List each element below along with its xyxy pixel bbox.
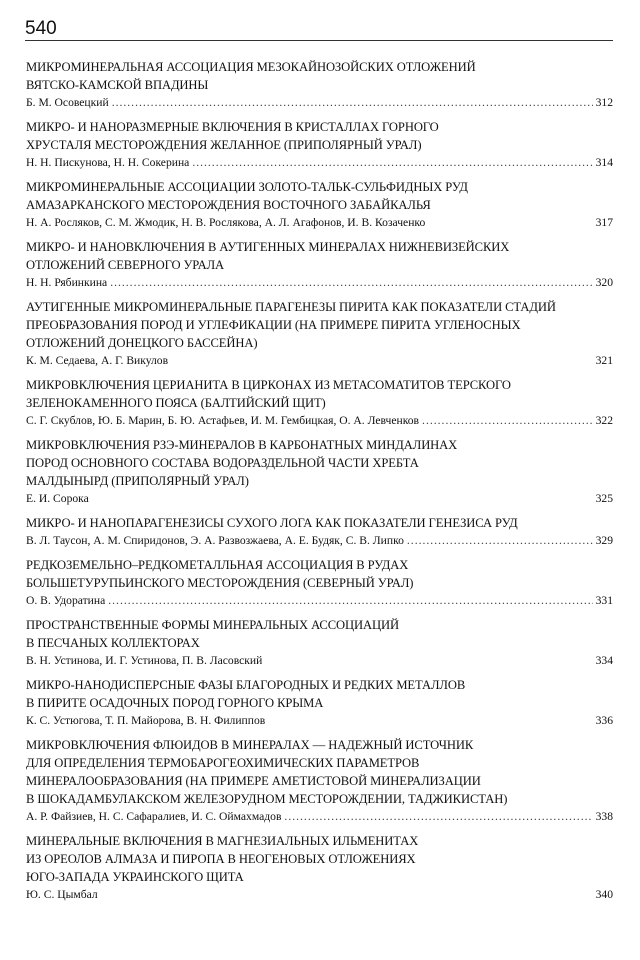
dot-leader [284,808,592,826]
entry-author-row [26,808,613,826]
entry-page-number[interactable]: 312 [595,96,613,109]
entry-authors: Н. Н. Пискунова, Н. Н. Сокерина [26,156,190,169]
entry-title-line: АУТИГЕННЫЕ МИКРОМИНЕРАЛЬНЫЕ ПАРАГЕНЕЗЫ ПИРИТА КАК ПОКАЗАТЕЛИ СТАДИЙ [26,300,556,314]
dot-leader [192,154,592,172]
toc-entry[interactable] [26,736,613,826]
entry-authors: Ю. С. Цымбал [26,888,98,901]
entry-title-line: АМАЗАРКАНСКОГО МЕСТОРОЖДЕНИЯ ВОСТОЧНОГО ЗАБАЙКАЛЬЯ [26,198,431,212]
toc-entry[interactable] [26,616,613,670]
entry-page-number[interactable]: 317 [595,216,613,229]
entry-title-line: ИЗ ОРЕОЛОВ АЛМАЗА И ПИРОПА В НЕОГЕНОВЫХ ОТЛОЖЕНИЯХ [26,852,416,866]
toc-entry[interactable] [26,376,613,430]
entry-title-line: РЕДКОЗЕМЕЛЬНО–РЕДКОМЕТАЛЛЬНАЯ АССОЦИАЦИЯ В РУДАХ [26,558,409,572]
entry-authors: С. Г. Скублов, Ю. Б. Марин, Б. Ю. Астафьев, И. М. Гембицкая, О. А. Левченков [26,414,420,427]
toc-entry[interactable] [26,118,613,172]
entry-page-number[interactable]: 336 [595,714,613,727]
entry-page-number[interactable]: 329 [595,534,613,547]
entry-title-line: МИКРО- И НАНОПАРАГЕНЕЗИСЫ СУХОГО ЛОГА КАК ПОКАЗАТЕЛИ ГЕНЕЗИСА РУД [26,516,518,530]
entry-page-number[interactable]: 314 [595,156,613,169]
entry-authors: Н. А. Росляков, С. М. Жмодик, Н. В. Рослякова, А. Л. Агафонов, И. В. Козаченко [26,216,426,229]
entry-authors: В. Л. Таусон, А. М. Спиридонов, Э. А. Развозжаева, А. Е. Будяк, С. В. Липко [26,534,404,547]
toc-entry[interactable] [26,556,613,610]
entry-title-line: ЗЕЛЕНОКАМЕННОГО ПОЯСА (БАЛТИЙСКИЙ ЩИТ) [26,396,326,410]
entry-author-row [26,274,613,292]
entry-title-line: ДЛЯ ОПРЕДЕЛЕНИЯ ТЕРМОБАРОГЕОХИМИЧЕСКИХ ПАРАМЕТРОВ [26,756,420,770]
entry-authors: О. В. Удоратина [26,594,106,607]
entry-authors: Н. Н. Рябинкина [26,276,108,289]
entry-author-row [26,652,613,670]
entry-author-row [26,412,613,430]
entry-title-line: ЮГО-ЗАПАДА УКРАИНСКОГО ЩИТА [26,870,244,884]
entry-title-line: МИКРОВКЛЮЧЕНИЯ ФЛЮИДОВ В МИНЕРАЛАХ — НАДЕЖНЫЙ ИСТОЧНИК [26,738,474,752]
entry-page-number[interactable]: 321 [595,354,613,367]
toc-entry[interactable] [26,436,613,508]
entry-author-row [26,712,613,730]
entry-authors: Е. И. Сорока [26,492,89,505]
table-of-contents [26,58,613,910]
entry-title-line: ВЯТСКО-КАМСКОЙ ВПАДИНЫ [26,78,209,92]
entry-author-row [26,490,613,508]
entry-title-line: МИНЕРАЛЬНЫЕ ВКЛЮЧЕНИЯ В МАГНЕЗИАЛЬНЫХ ИЛЬМЕНИТАХ [26,834,419,848]
entry-authors: Б. М. Осовецкий [26,96,109,109]
entry-author-row [26,592,613,610]
entry-page-number[interactable]: 340 [595,888,613,901]
entry-title-line: ОТЛОЖЕНИЙ СЕВЕРНОГО УРАЛА [26,258,225,272]
toc-entry[interactable] [26,58,613,112]
dot-leader [108,592,592,610]
entry-title-line: ХРУСТАЛЯ МЕСТОРОЖДЕНИЯ ЖЕЛАННОЕ (ПРИПОЛЯРНЫЙ УРАЛ) [26,138,422,152]
entry-authors: К. С. Устюгова, Т. П. Майорова, В. Н. Филиппов [26,714,266,727]
entry-title-line: МИКРО- И НАНОВКЛЮЧЕНИЯ В АУТИГЕННЫХ МИНЕРАЛАХ НИЖНЕВИЗЕЙСКИХ [26,240,510,254]
entry-authors: К. М. Седаева, А. Г. Викулов [26,354,169,367]
entry-title-line: МИКРОВКЛЮЧЕНИЯ ЦЕРИАНИТА В ЦИРКОНАХ ИЗ МЕТАСОМАТИТОВ ТЕРСКОГО [26,378,511,392]
toc-entry[interactable] [26,832,613,904]
entry-title-line: В ШОКАДАМБУЛАКСКОМ ЖЕЛЕЗОРУДНОМ МЕСТОРОЖДЕНИИ, ТАДЖИКИСТАН) [26,792,508,806]
entry-title-line: ПОРОД ОСНОВНОГО СОСТАВА ВОДОРАЗДЕЛЬНОЙ ЧАСТИ ХРЕБТА [26,456,419,470]
dot-leader [112,94,593,112]
entry-page-number[interactable]: 338 [595,810,613,823]
page-number: 540 [25,18,57,39]
entry-page-number[interactable]: 334 [595,654,613,667]
entry-author-row [26,532,613,550]
dot-leader [110,274,592,292]
dot-leader [422,412,593,430]
entry-title-line: МИКРОМИНЕРАЛЬНАЯ АССОЦИАЦИЯ МЕЗОКАЙНОЗОЙСКИХ ОТЛОЖЕНИЙ [26,60,476,74]
toc-entry[interactable] [26,298,613,370]
toc-entry[interactable] [26,238,613,292]
entry-title-line: ПРОСТРАНСТВЕННЫЕ ФОРМЫ МИНЕРАЛЬНЫХ АССОЦИАЦИЙ [26,618,399,632]
entry-title-line: МИНЕРАЛООБРАЗОВАНИЯ (НА ПРИМЕРЕ АМЕТИСТОВОЙ МИНЕРАЛИЗАЦИИ [26,774,481,788]
entry-page-number[interactable]: 322 [595,414,613,427]
entry-page-number[interactable]: 331 [595,594,613,607]
entry-title-line: В ПИРИТЕ ОСАДОЧНЫХ ПОРОД ГОРНОГО КРЫМА [26,696,324,710]
entry-title-line: МИКРОВКЛЮЧЕНИЯ РЗЭ-МИНЕРАЛОВ В КАРБОНАТНЫХ МИНДАЛИНАХ [26,438,458,452]
entry-title-line: В ПЕСЧАНЫХ КОЛЛЕКТОРАХ [26,636,200,650]
entry-authors: А. Р. Файзиев, Н. С. Сафаралиев, И. С. Оймахмадов [26,810,282,823]
toc-entry[interactable] [26,676,613,730]
entry-title-line: МИКРОМИНЕРАЛЬНЫЕ АССОЦИАЦИИ ЗОЛОТО-ТАЛЬК-СУЛЬФИДНЫХ РУД [26,180,468,194]
entry-title-line: МИКРО-НАНОДИСПЕРСНЫЕ ФАЗЫ БЛАГОРОДНЫХ И РЕДКИХ МЕТАЛЛОВ [26,678,466,692]
entry-author-row [26,886,613,904]
dot-leader [407,532,593,550]
entry-authors: В. Н. Устинова, И. Г. Устинова, П. В. Ласовский [26,654,263,667]
entry-title-line: МИКРО- И НАНОРАЗМЕРНЫЕ ВКЛЮЧЕНИЯ В КРИСТАЛЛАХ ГОРНОГО [26,120,439,134]
entry-author-row [26,352,613,370]
entry-author-row [26,94,613,112]
entry-author-row [26,154,613,172]
entry-page-number[interactable]: 325 [595,492,613,505]
entry-title-line: ОТЛОЖЕНИЙ ДОНЕЦКОГО БАССЕЙНА) [26,336,258,350]
toc-entry[interactable] [26,178,613,232]
toc-entry[interactable] [26,514,613,550]
entry-author-row [26,214,613,232]
entry-title-line: БОЛЬШЕТУРУПЬИНСКОГО МЕСТОРОЖДЕНИЯ (СЕВЕРНЫЙ УРАЛ) [26,576,414,590]
entry-title-line: ПРЕОБРАЗОВАНИЯ ПОРОД И УГЛЕФИКАЦИИ (НА ПРИМЕРЕ ПИРИТА УГЛЕНОСНЫХ [26,318,521,332]
header-rule [25,40,613,41]
entry-page-number[interactable]: 320 [595,276,613,289]
entry-title-line: МАЛДЫНЫРД (ПРИПОЛЯРНЫЙ УРАЛ) [26,474,249,488]
